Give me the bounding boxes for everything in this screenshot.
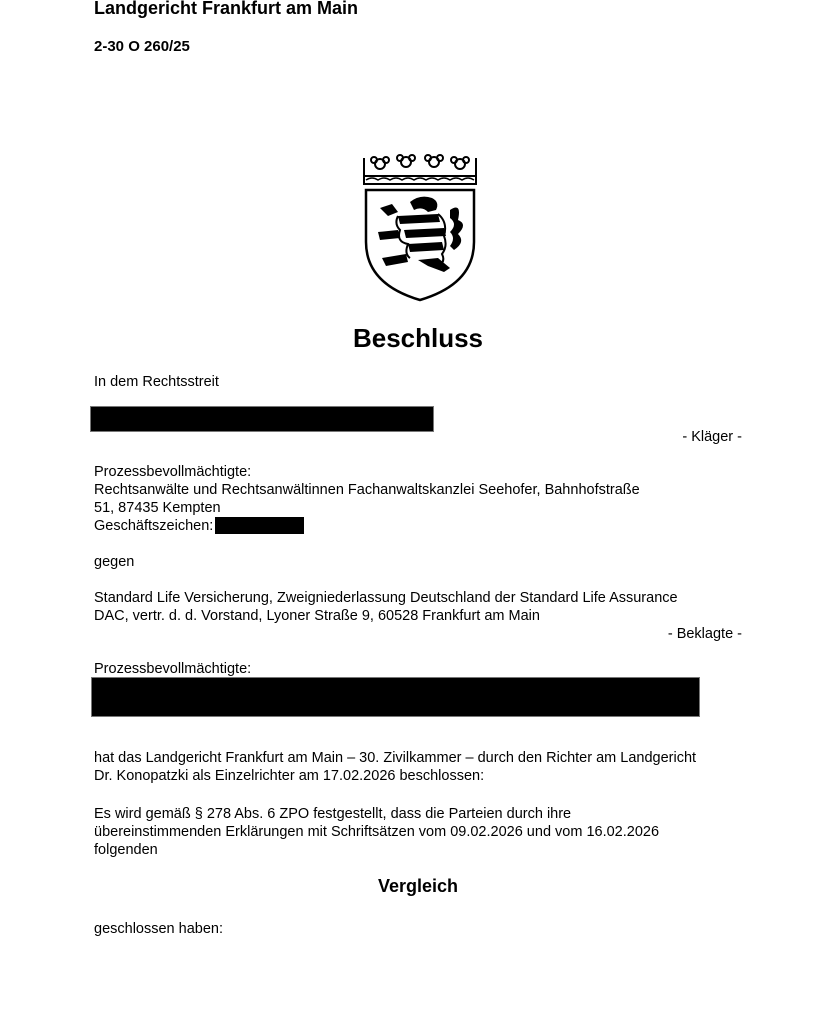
versus-text: gegen <box>94 554 135 570</box>
plaintiff-counsel-line2: 51, 87435 Kempten <box>94 500 221 516</box>
defendant-line1: Standard Life Versicherung, Zweigniederlassung Deutschland der Standard Life Assurance <box>94 590 678 606</box>
redacted-defendant-counsel <box>91 677 700 717</box>
intro-text: In dem Rechtsstreit <box>94 374 219 390</box>
finding-line1: Es wird gemäß § 278 Abs. 6 ZPO festgestellt, dass die Parteien durch ihre <box>94 806 572 822</box>
plaintiff-counsel-line1: Rechtsanwälte und Rechtsanwältinnen Fachanwaltskanzlei Seehofer, Bahnhofstraße <box>94 482 640 498</box>
redacted-reference <box>215 517 304 534</box>
case-number: 2-30 O 260/25 <box>94 38 190 55</box>
redacted-plaintiff-name <box>90 406 434 432</box>
defendant-role: - Beklagte - <box>667 626 742 642</box>
defendant-counsel-label: Prozessbevollmächtigte: <box>94 661 252 677</box>
section-title-vergleich: Vergleich <box>377 876 459 896</box>
closing-text: geschlossen haben: <box>94 921 223 937</box>
plaintiff-role: - Kläger - <box>682 429 742 445</box>
finding-line2: übereinstimmenden Erklärungen mit Schriftsätzen vom 09.02.2026 und vom 16.02.2026 <box>94 824 660 840</box>
reference-label: Geschäftszeichen: <box>94 518 214 534</box>
defendant-line2: DAC, vertr. d. d. Vorstand, Lyoner Straße 9, 60528 Frankfurt am Main <box>94 608 540 624</box>
reference-line <box>94 517 304 535</box>
decision-line1: hat das Landgericht Frankfurt am Main – 30. Zivilkammer – durch den Richter am Landgericht <box>94 750 697 766</box>
decision-line2: Dr. Konopatzki als Einzelrichter am 17.02.2026 beschlossen: <box>94 768 485 784</box>
document-title: Beschluss <box>352 323 484 353</box>
finding-line3: folgenden <box>94 842 158 858</box>
hessen-coat-of-arms-icon <box>358 150 482 302</box>
plaintiff-counsel-label: Prozessbevollmächtigte: <box>94 464 252 480</box>
court-name: Landgericht Frankfurt am Main <box>94 0 359 18</box>
